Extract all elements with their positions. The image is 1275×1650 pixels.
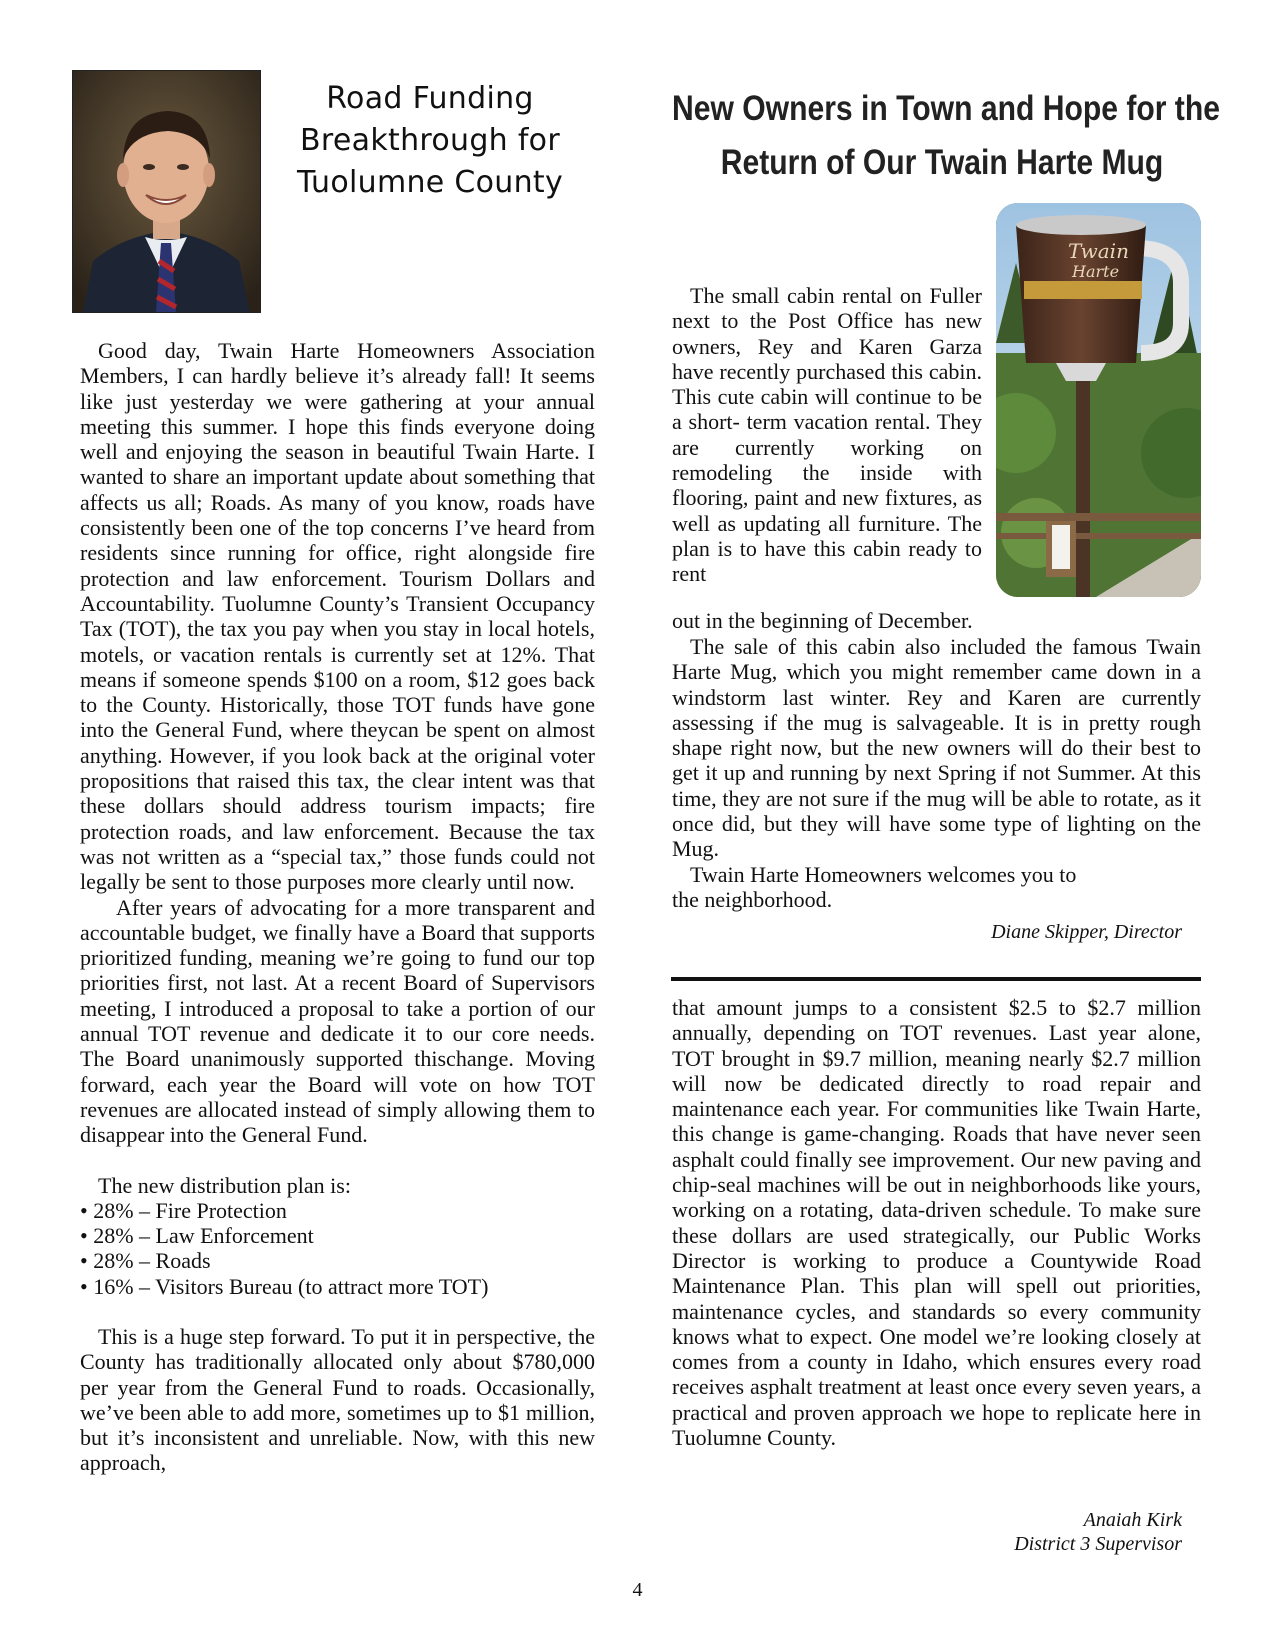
right-article-signature: Diane Skipper, Director <box>991 921 1182 943</box>
list-item: • 28% – Law Enforcement <box>80 1223 314 1249</box>
distribution-intro: The new distribution plan is: <box>98 1172 351 1198</box>
mug-paragraph: The sale of this cabin also included the famous Twain Harte Mug, which you might remember came down in a windstorm last winter. Rey and Karen are currently assessing if the mug is salvageable. It is in pretty rough shape right now, but the new owners will do their best to get it up and running by next Spring if not Summer. At this time, they are not sure if the mug will be able to rotate, as it once did, but they will have some type of lighting on the Mug. <box>672 634 1201 862</box>
portrait-illustration <box>73 71 260 312</box>
right-headline-line: Return of Our Twain Harte Mug <box>720 143 1164 182</box>
twain-harte-mug-photo <box>996 203 1201 597</box>
continuation-column <box>672 995 1201 1450</box>
mug-illustration <box>996 203 1201 597</box>
list-item: • 16% – Visitors Bureau (to attract more TOT) <box>80 1273 489 1299</box>
continuation-paragraph: that amount jumps to a consistent $2.5 to $2.7 million annually, depending on TOT revenues. Last year alone, TOT brought in $9.7 million, meaning nearly $2.7 million will now be dedicated directly to road repair and maintenance each year. For communities like Twain Harte, this change is game-changing. Roads that have never seen asphalt could finally see improvement. Our new paving and chip-seal machines will be out in neighborhoods like yours, working on a rotating, data-driven schedule. To make sure these dollars are used strategically, our Public Works Director is working to produce a Countywide Road Maintenance Plan. This plan will spell out priorities, maintenance cycles, and standards so every community knows what to expect. One model we’re looking closely at comes from a county in Idaho, which ensures every road receives asphalt treatment at least once every seven years, a practical and proven approach we hope to replicate here in Tuolumne County. <box>672 995 1201 1451</box>
distribution-list <box>80 1198 595 1299</box>
right-article-headline <box>672 82 1220 190</box>
cabin-paragraph-wrap <box>672 283 982 587</box>
intro-paragraph: Good day, Twain Harte Homeowners Association Members, I can hardly believe it’s already fall! It seems like just yesterday we were gathering at your annual meeting this summer. I hope this finds everyone doing well and enjoying the season in beautiful Twain Harte. I wanted to share an important update about something that affects us all; Roads. As many of you know, roads have consistently been one of the top concerns I’ve heard from residents since running for office, right alongside fire protection and law enforcement. Tourism Dollars and Accountability. Tuolumne County’s Transient Occupancy Tax (TOT), the tax you pay when you stay in local hotels, motels, or vacation rentals is currently set at 12%. That means if someone spends $100 on a room, $12 goes back to the County. Historically, those TOT funds have gone into the General Fund, where theycan be spent on almost anything. However, if you look back at the original voter propositions that raised this tax, the clear intent was that these dollars should address tourism impacts; fire protection roads, and law enforcement. Because the tax was not written as a “special tax,” those funds could not legally be sent to those purposes more clearly until now. <box>80 338 595 895</box>
mug-sign-line: Twain <box>1068 239 1129 263</box>
section-divider <box>671 977 1201 981</box>
right-signature-wrap <box>672 920 1182 944</box>
cabin-paragraph: The small cabin rental on Fuller next to the Post Office has new owners, Rey and Karen Garza have recently purchased this cabin. This cute cabin will continue to be a short- term vacation rental. They are currently working on remodeling the inside with flooring, paint and new fixtures, as well as updating all furniture. The plan is to have this cabin ready to rent <box>672 283 982 587</box>
list-item: • 28% – Fire Protection <box>80 1197 287 1223</box>
cabin-paragraph-end: out in the beginning of December. <box>672 608 973 633</box>
welcome-line: Twain Harte Homeowners welcomes you to <box>690 861 1077 887</box>
author-portrait-photo <box>72 70 261 313</box>
perspective-paragraph: This is a huge step forward. To put it in perspective, the County has traditionally allocated only about $780,000 per year from the General Fund to roads. Occasionally, we’ve been able to add more, sometimes up to $1 million, but it’s inconsistent and unreliable. Now, with this new approach, <box>80 1323 595 1476</box>
left-signature-wrap <box>672 1508 1182 1556</box>
page-number: 4 <box>632 1579 643 1601</box>
signature-name: Anaiah Kirk <box>1083 1509 1182 1531</box>
left-headline-line: Breakthrough for <box>300 123 560 158</box>
right-headline-line: New Owners in Town and Hope for the <box>672 89 1220 128</box>
welcome-line: the neighborhood. <box>672 886 833 912</box>
mug-paragraph-wrap <box>672 634 1201 912</box>
left-headline-line: Road Funding <box>326 81 534 116</box>
list-item: • 28% – Roads <box>80 1248 211 1274</box>
advocacy-paragraph: After years of advocating for a more transparent and accountable budget, we finally have a Board that supports prioritized funding, meaning we’re going to fund our top priorities first, not last. At a recent Board of Supervisors meeting, I introduced a proposal to take a portion of our annual TOT revenue and dedicate it to our core needs. The Board unanimously supported thischange. Moving forward, each year the Board will vote on how TOT revenues are allocated instead of simply allowing them to disappear into the General Fund. <box>80 894 595 1148</box>
left-headline-line: Tuolumne County <box>296 165 564 200</box>
signature-title: District 3 Supervisor <box>1014 1533 1182 1555</box>
left-article-column <box>80 338 595 1476</box>
left-article-headline <box>280 78 580 204</box>
mug-sign-line: Harte <box>1072 262 1120 281</box>
